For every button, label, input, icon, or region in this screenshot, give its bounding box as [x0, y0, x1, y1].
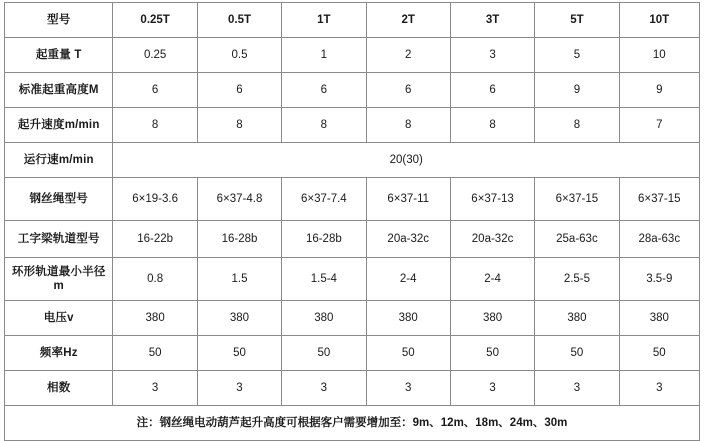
- min-curve-radius-1: 1.5: [197, 258, 281, 301]
- min-curve-radius-5: 2.5-5: [535, 258, 619, 301]
- model-5: 5T: [535, 3, 619, 38]
- phase-0: 3: [113, 371, 197, 406]
- row-header-capacity: 起重量 T: [5, 38, 113, 73]
- phase-1: 3: [197, 371, 281, 406]
- i-beam-rail-model-6: 28a-63c: [619, 221, 699, 258]
- row-header-voltage: 电压v: [5, 301, 113, 336]
- standard-lift-height-3: 6: [366, 73, 450, 108]
- row-header-i-beam-rail-model: 工字梁轨道型号: [5, 221, 113, 258]
- standard-lift-height-2: 6: [282, 73, 366, 108]
- voltage-4: 380: [450, 301, 534, 336]
- model-4: 3T: [450, 3, 534, 38]
- wire-rope-model-4: 6×37-13: [450, 178, 534, 221]
- wire-rope-model-5: 6×37-15: [535, 178, 619, 221]
- i-beam-rail-model-2: 16-28b: [282, 221, 366, 258]
- phase-6: 3: [619, 371, 699, 406]
- standard-lift-height-1: 6: [197, 73, 281, 108]
- row-header-travel-speed: 运行速m/min: [5, 143, 113, 178]
- wire-rope-model-1: 6×37-4.8: [197, 178, 281, 221]
- min-curve-radius-6: 3.5-9: [619, 258, 699, 301]
- row-header-wire-rope-model: 钢丝绳型号: [5, 178, 113, 221]
- row-header-min-curve-radius: 环形轨道最小半径m: [5, 258, 113, 301]
- wire-rope-model-2: 6×37-7.4: [282, 178, 366, 221]
- table-row-frequency: [5, 336, 700, 371]
- lifting-speed-5: 8: [535, 108, 619, 143]
- min-curve-radius-4: 2-4: [450, 258, 534, 301]
- table-row-travel-speed: [5, 143, 700, 178]
- row-header-standard-lift-height: 标准起重高度M: [5, 73, 113, 108]
- phase-4: 3: [450, 371, 534, 406]
- table-row-i-beam-rail-model: [5, 221, 700, 258]
- phase-5: 3: [535, 371, 619, 406]
- capacity-3: 2: [366, 38, 450, 73]
- voltage-2: 380: [282, 301, 366, 336]
- frequency-2: 50: [282, 336, 366, 371]
- standard-lift-height-0: 6: [113, 73, 197, 108]
- specification-table: [4, 2, 700, 441]
- i-beam-rail-model-3: 20a-32c: [366, 221, 450, 258]
- table-row-wire-rope-model: [5, 178, 700, 221]
- wire-rope-model-6: 6×37-15: [619, 178, 699, 221]
- min-curve-radius-3: 2-4: [366, 258, 450, 301]
- capacity-0: 0.25: [113, 38, 197, 73]
- min-curve-radius-0: 0.8: [113, 258, 197, 301]
- wire-rope-model-0: 6×19-3.6: [113, 178, 197, 221]
- row-header-frequency: 频率Hz: [5, 336, 113, 371]
- voltage-5: 380: [535, 301, 619, 336]
- capacity-2: 1: [282, 38, 366, 73]
- table-row-min-curve-radius: [5, 258, 700, 301]
- phase-3: 3: [366, 371, 450, 406]
- frequency-5: 50: [535, 336, 619, 371]
- row-header-lifting-speed: 起升速度m/min: [5, 108, 113, 143]
- standard-lift-height-4: 6: [450, 73, 534, 108]
- frequency-0: 50: [113, 336, 197, 371]
- capacity-5: 5: [535, 38, 619, 73]
- lifting-speed-0: 8: [113, 108, 197, 143]
- i-beam-rail-model-5: 25a-63c: [535, 221, 619, 258]
- standard-lift-height-5: 9: [535, 73, 619, 108]
- row-header-phase: 相数: [5, 371, 113, 406]
- model-2: 1T: [282, 3, 366, 38]
- table-row-phase: [5, 371, 700, 406]
- model-0: 0.25T: [113, 3, 197, 38]
- table-row-note: [5, 406, 700, 441]
- min-curve-radius-2: 1.5-4: [282, 258, 366, 301]
- frequency-1: 50: [197, 336, 281, 371]
- table-row-voltage: [5, 301, 700, 336]
- travel-speed-merged: 20(30): [113, 143, 700, 178]
- lifting-speed-2: 8: [282, 108, 366, 143]
- voltage-0: 380: [113, 301, 197, 336]
- frequency-6: 50: [619, 336, 699, 371]
- model-1: 0.5T: [197, 3, 281, 38]
- table-row-capacity: [5, 38, 700, 73]
- table-row-model: [5, 3, 700, 38]
- lifting-speed-4: 8: [450, 108, 534, 143]
- frequency-4: 50: [450, 336, 534, 371]
- voltage-6: 380: [619, 301, 699, 336]
- i-beam-rail-model-1: 16-28b: [197, 221, 281, 258]
- i-beam-rail-model-4: 20a-32c: [450, 221, 534, 258]
- capacity-6: 10: [619, 38, 699, 73]
- voltage-1: 380: [197, 301, 281, 336]
- row-header-model: 型号: [5, 3, 113, 38]
- i-beam-rail-model-0: 16-22b: [113, 221, 197, 258]
- model-6: 10T: [619, 3, 699, 38]
- table-note: 注：钢丝绳电动葫芦起升高度可根据客户需要增加至：9m、12m、18m、24m、30m: [5, 406, 700, 441]
- frequency-3: 50: [366, 336, 450, 371]
- capacity-4: 3: [450, 38, 534, 73]
- model-3: 2T: [366, 3, 450, 38]
- standard-lift-height-6: 9: [619, 73, 699, 108]
- lifting-speed-1: 8: [197, 108, 281, 143]
- capacity-1: 0.5: [197, 38, 281, 73]
- lifting-speed-3: 8: [366, 108, 450, 143]
- wire-rope-model-3: 6×37-11: [366, 178, 450, 221]
- phase-2: 3: [282, 371, 366, 406]
- voltage-3: 380: [366, 301, 450, 336]
- lifting-speed-6: 7: [619, 108, 699, 143]
- table-row-standard-lift-height: [5, 73, 700, 108]
- table-row-lifting-speed: [5, 108, 700, 143]
